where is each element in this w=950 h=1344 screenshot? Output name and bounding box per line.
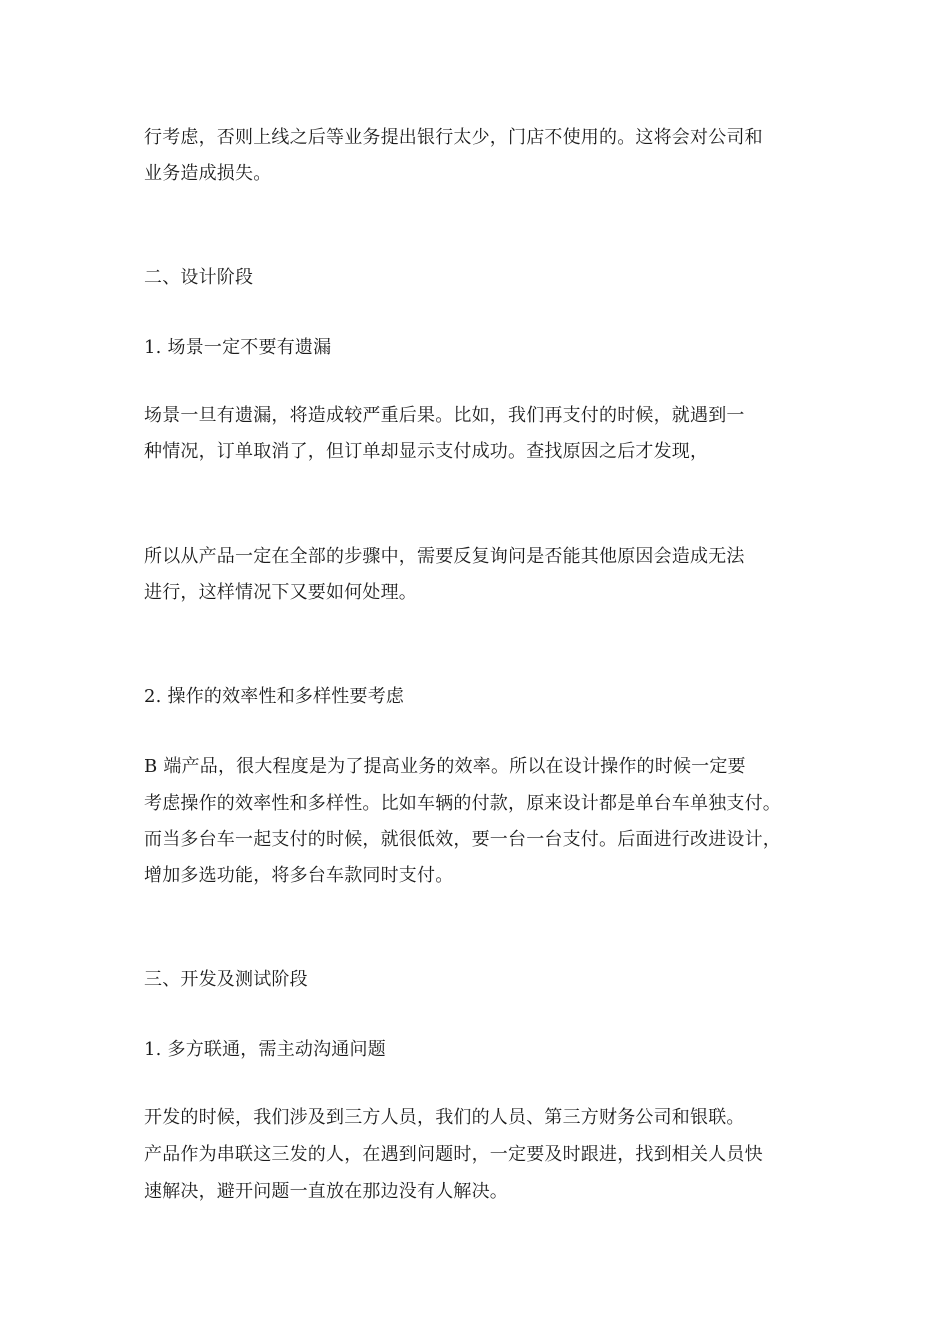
section-heading: 二、设计阶段 xyxy=(144,267,254,288)
section-heading: 三、开发及测试阶段 xyxy=(144,969,308,990)
paragraph-line: 行考虑，否则上线之后等业务提出银行太少，门店不使用的。这将会对公司和 xyxy=(144,127,763,148)
subsection-heading: 1. 多方联通，需主动沟通问题 xyxy=(144,1039,386,1060)
paragraph-line: 开发的时候，我们涉及到三方人员，我们的人员、第三方财务公司和银联。 xyxy=(144,1107,745,1128)
paragraph-line: 场景一旦有遗漏，将造成较严重后果。比如，我们再支付的时候，就遇到一 xyxy=(144,405,745,426)
paragraph-line: 速解决，避开问题一直放在那边没有人解决。 xyxy=(144,1181,508,1202)
paragraph-line: 业务造成损失。 xyxy=(144,163,272,184)
paragraph-line: 而当多台车一起支付的时候，就很低效，要一台一台支付。后面进行改进设计， xyxy=(144,829,781,850)
paragraph-line: 考虑操作的效率性和多样性。比如车辆的付款，原来设计都是单台车单独支付。 xyxy=(144,793,781,814)
paragraph-line: 进行，这样情况下又要如何处理。 xyxy=(144,582,417,603)
paragraph-line: 种情况，订单取消了，但订单却显示支付成功。查找原因之后才发现， xyxy=(144,441,709,462)
paragraph-line: 所以从产品一定在全部的步骤中，需要反复询问是否能其他原因会造成无法 xyxy=(144,546,745,567)
paragraph-line: 产品作为串联这三发的人，在遇到问题时，一定要及时跟进，找到相关人员快 xyxy=(144,1144,763,1165)
paragraph-line: 增加多选功能，将多台车款同时支付。 xyxy=(144,865,454,886)
subsection-heading: 2. 操作的效率性和多样性要考虑 xyxy=(144,686,405,707)
subsection-heading: 1. 场景一定不要有遗漏 xyxy=(144,337,332,358)
paragraph-line: B 端产品，很大程度是为了提高业务的效率。所以在设计操作的时候一定要 xyxy=(144,756,746,777)
